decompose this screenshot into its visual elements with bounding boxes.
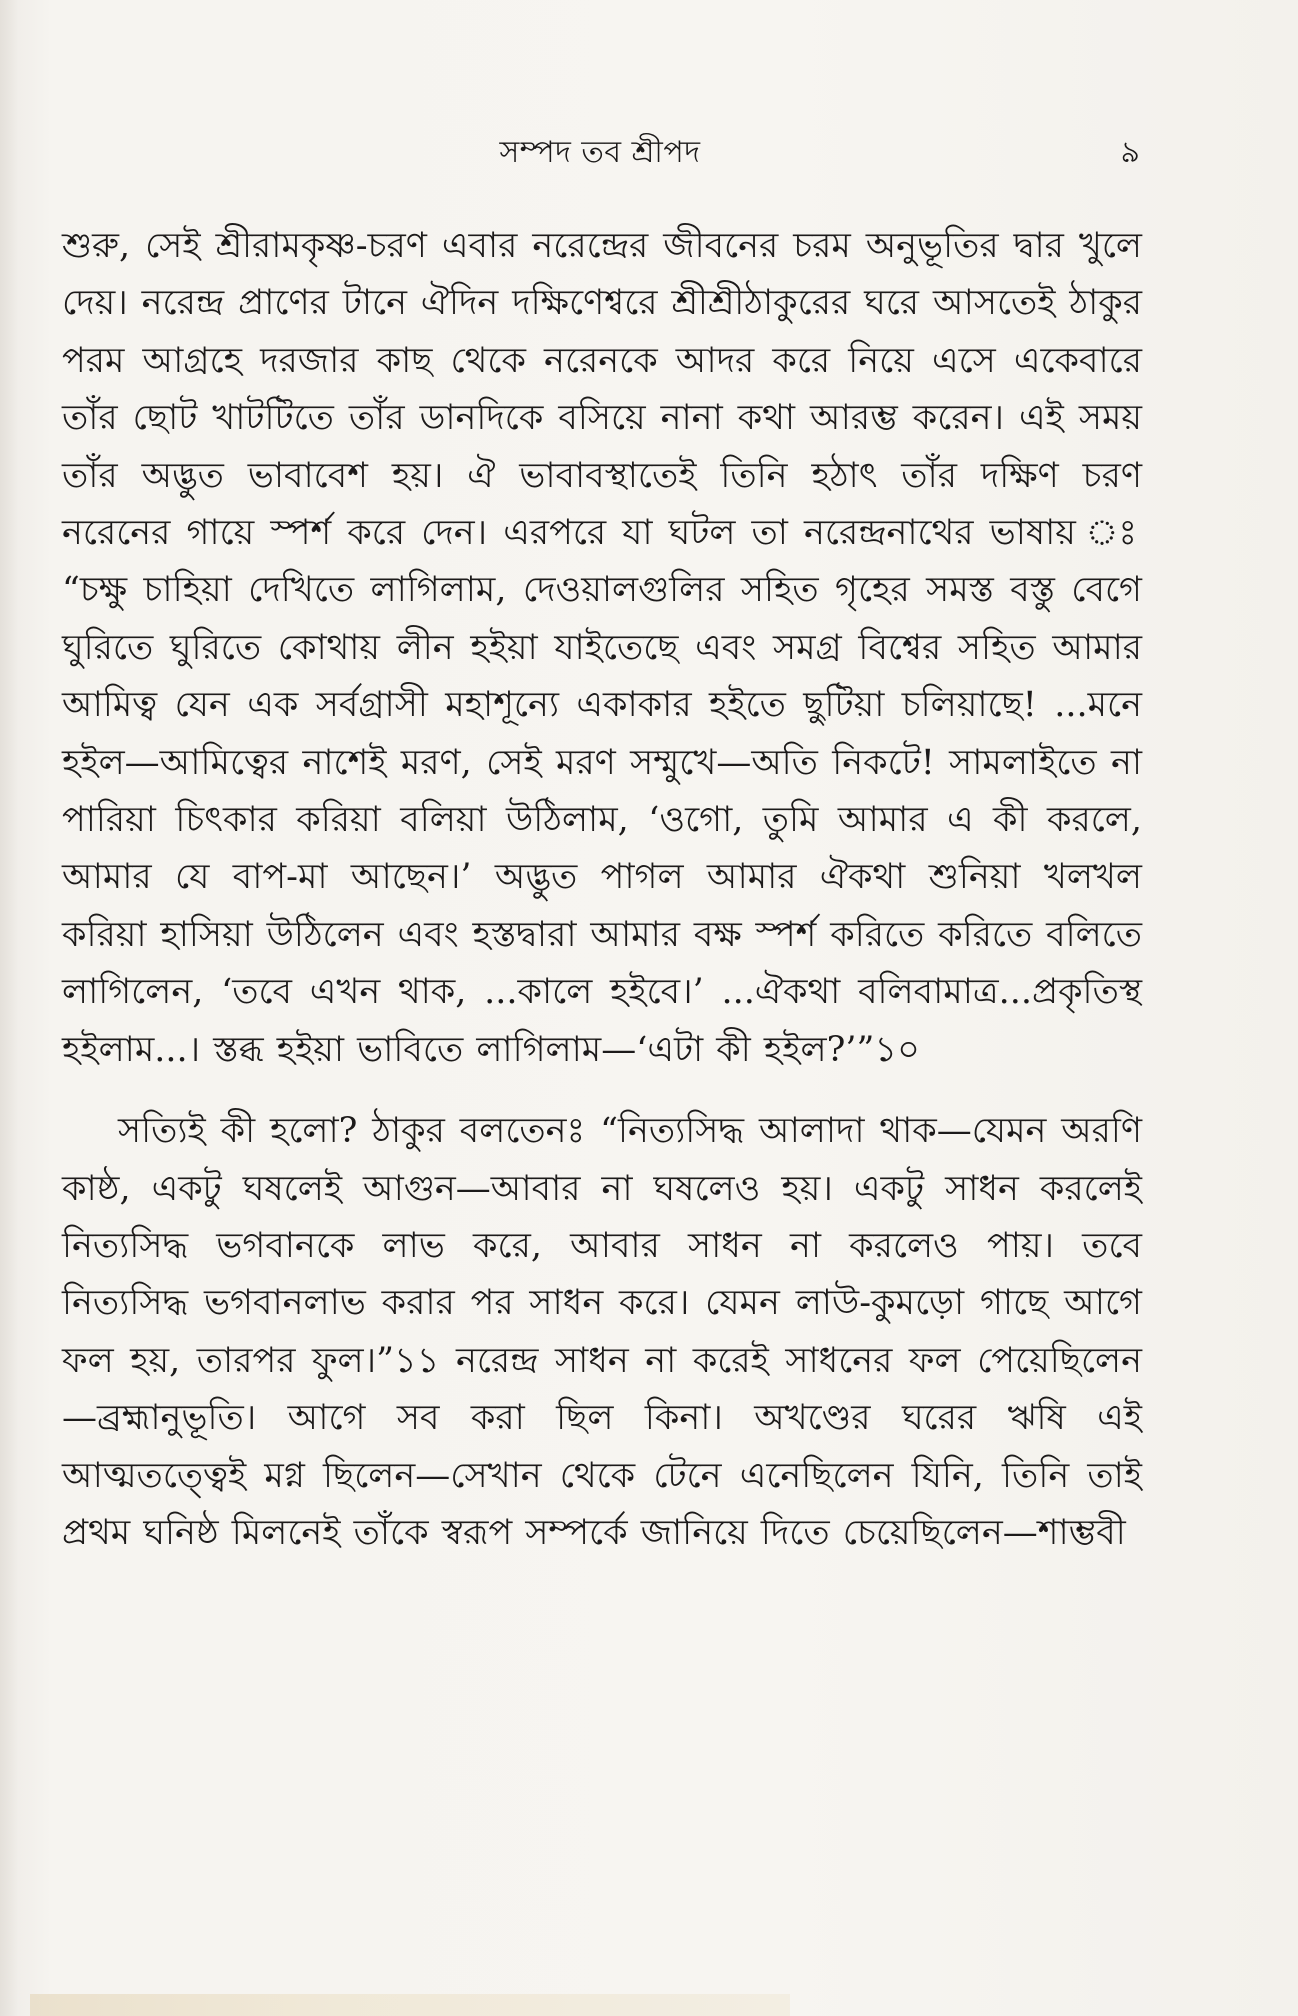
running-title: সম্পদ তব শ্রীপদ (499, 135, 701, 170)
page-number: ৯ (1120, 135, 1140, 170)
body-text (62, 218, 1142, 1562)
paragraph-1: শুরু, সেই শ্রীরামকৃষ্ণ-চরণ এবার নরেন্দ্রের জীবনের চরম অনুভূতির দ্বার খুলে দেয়। নরেন্দ্র প্রাণের টানে ঐদিন দক্ষিণেশ্বরে শ্রীশ্রীঠাকুরের ঘরে আসতেই ঠাকুর পরম আগ্রহে দরজার কাছ থেকে নরেনকে আদর করে নিয়ে এসে একেবারে তাঁর ছোট খাটটিতে তাঁর ডানদিকে বসিয়ে নানা কথা আরম্ভ করেন। এই সময় তাঁর অদ্ভুত ভাবাবেশ হয়। ঐ ভাবাবস্থাতেই তিনি হঠাৎ তাঁর দক্ষিণ চরণ নরেনের গায়ে স্পর্শ করে দেন। এরপরে যা ঘটল তা নরেন্দ্রনাথের ভাষায় ঃ “চক্ষু চাহিয়া দেখিতে লাগিলাম, দেওয়ালগুলির সহিত গৃহের সমস্ত বস্তু বেগে ঘুরিতে ঘুরিতে কোথায় লীন হইয়া যাইতেছে এবং সমগ্র বিশ্বের সহিত আমার আমিত্ব যেন এক সর্বগ্রাসী মহাশূন্যে একাকার হইতে ছুটিয়া চলিয়াছে! ...মনে হইল—আমিত্বের নাশেই মরণ, সেই মরণ সম্মুখে—অতি নিকটে! সামলাইতে না পারিয়া চিৎকার করিয়া বলিয়া উঠিলাম, ‘ওগো, তুমি আমার এ কী করলে, আমার যে বাপ-মা আছেন।’ অদ্ভুত পাগল আমার ঐকথা শুনিয়া খলখল করিয়া হাসিয়া উঠিলেন এবং হস্তদ্বারা আমার বক্ষ স্পর্শ করিতে করিতে বলিতে লাগিলেন, ‘তবে এখন থাক, ...কালে হইবে।’ ...ঐকথা বলিবামাত্র...প্রকৃতিস্থ হইলাম...। স্তব্ধ হইয়া ভাবিতে লাগিলাম—‘এটা কী হইল?’”১০ (62, 226, 1142, 1070)
page-header (60, 128, 1140, 178)
paragraph-2: সত্যিই কী হলো? ঠাকুর বলতেনঃ “নিত্যসিদ্ধ আলাদা থাক—যেমন অরণি কাষ্ঠ, একটু ঘষলেই আগুন—আবার না ঘষলেও হয়। একটু সাধন করলেই নিত্যসিদ্ধ ভগবানকে লাভ করে, আবার সাধন না করলেও পায়। তবে নিত্যসিদ্ধ ভগবানলাভ করার পর সাধন করে। যেমন লাউ-কুমড়ো গাছে আগে ফল হয়, তারপর ফুল।”১১ নরেন্দ্র সাধন না করেই সাধনের ফল পেয়েছিলেন—ব্রহ্মানুভূতি। আগে সব করা ছিল কিনা। অখণ্ডের ঘরের ঋষি এই আত্মতত্ত্বেই মগ্ন ছিলেন—সেখান থেকে টেনে এনেছিলেন যিনি, তিনি তাই প্রথম ঘনিষ্ঠ মিলনেই তাঁকে স্বরূপ সম্পর্কে জানিয়ে দিতে চেয়েছিলেন—শাম্ভবী (62, 1111, 1142, 1553)
page-bottom-edge (30, 1994, 790, 2016)
page-gutter-shadow (0, 0, 18, 2016)
